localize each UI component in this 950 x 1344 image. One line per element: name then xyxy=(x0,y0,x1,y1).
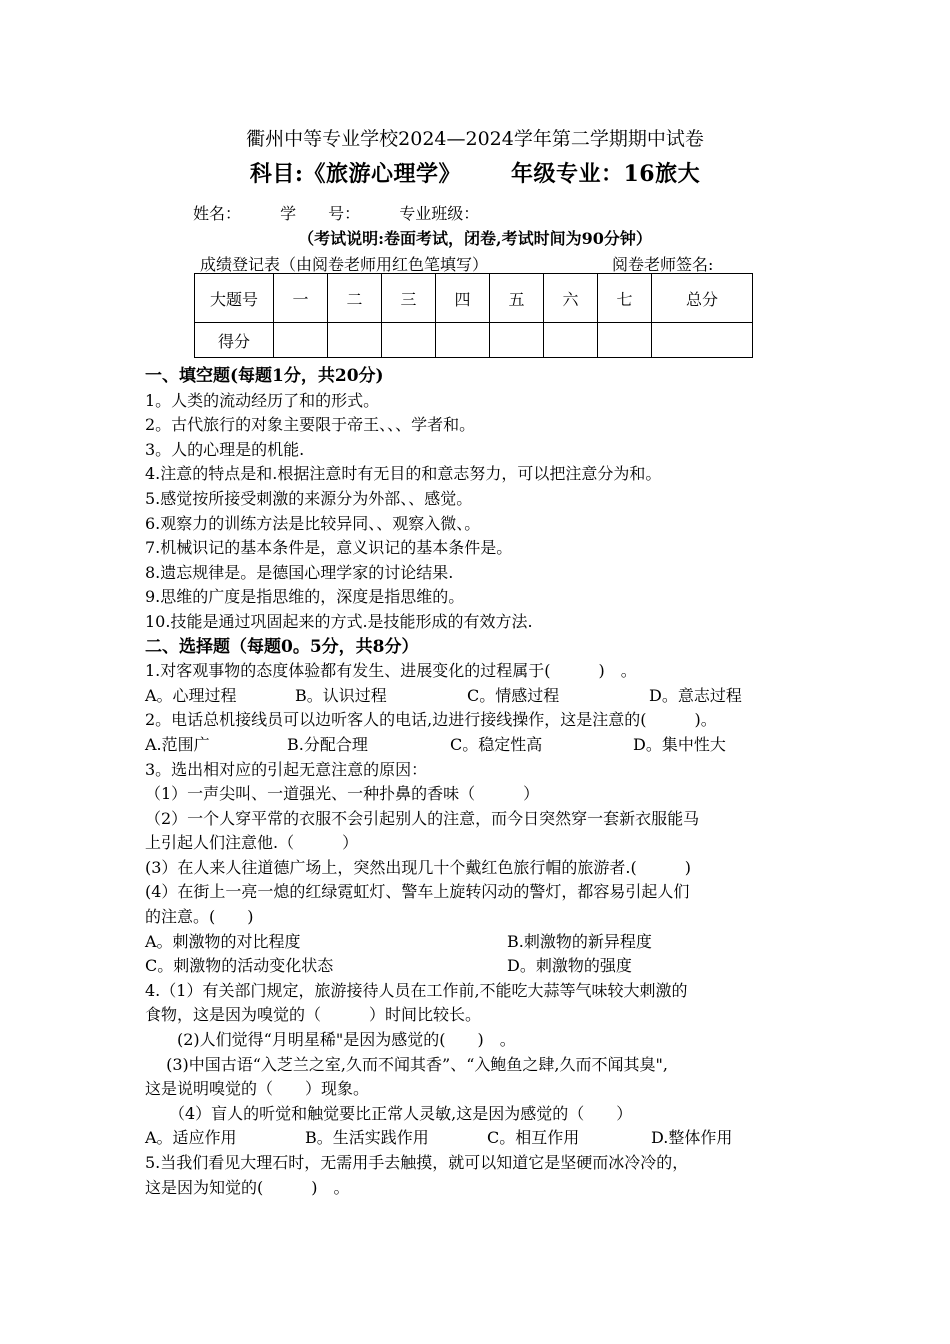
grader-signature-label: 阅卷老师签名: xyxy=(612,255,714,274)
choice-subquestion: 这是说明嗅觉的（ ）现象。 xyxy=(145,1079,370,1099)
exam-note: （考试说明:卷面考试，闭卷,考试时间为90分钟） xyxy=(298,229,652,248)
choice-subquestion: 4.（1）有关部门规定，旅游接待人员在工作前,不能吃大蒜等气味较大刺激的 xyxy=(145,980,688,1000)
choice-subquestion: (3)中国古语“入芝兰之室,久而不闻其香”、“入鲍鱼之肆,久而不闻其臭", xyxy=(145,1054,668,1074)
score-table-header: 大题号 xyxy=(195,274,274,323)
score-table-header: 七 xyxy=(598,274,652,323)
score-cell[interactable] xyxy=(382,323,436,358)
choice-question-2: 2。电话总机接线员可以边听客人的电话,边进行接线操作，这是注意的( )。 xyxy=(145,710,717,730)
choice-option: B。生活实践作用 xyxy=(305,1128,429,1148)
choice-option: D。意志过程 xyxy=(649,685,742,705)
choice-subquestion: 上引起人们注意他.（ ） xyxy=(145,833,359,853)
choice-question-5: 5.当我们看见大理石时，无需用手去触摸，就可以知道它是坚硬而冰冷冷的， xyxy=(145,1153,689,1172)
choice-question-1: 1.对客观事物的态度体验都有发生、进展变化的过程属于( ) 。 xyxy=(145,661,637,681)
subject-line xyxy=(0,157,950,188)
exam-body xyxy=(145,364,825,1200)
choice-options-4 xyxy=(145,1126,825,1151)
grade-label: 年级专业：16旅大 xyxy=(511,161,701,187)
choice-option: B。认识过程 xyxy=(295,685,387,705)
fill-blank-question: 5.感觉按所接受刺激的来源分为外部、、感觉。 xyxy=(145,488,473,508)
score-table-header: 二 xyxy=(328,274,382,323)
score-cell[interactable] xyxy=(490,323,544,358)
choice-subquestion: （4）盲人的听觉和触觉要比正常人灵敏,这是因为感觉的（ ） xyxy=(145,1103,633,1123)
fill-blank-question: 9.思维的广度是指思维的，深度是指思维的。 xyxy=(145,587,465,607)
fill-blank-question: 10.技能是通过巩固起来的方式.是技能形成的有效方法. xyxy=(145,611,533,631)
score-table-header: 三 xyxy=(382,274,436,323)
choice-option: A。刺激物的对比程度 xyxy=(145,931,301,951)
score-table xyxy=(194,273,753,358)
choice-option: A。适应作用 xyxy=(145,1128,237,1148)
fill-blank-question: 8.遗忘规律是。是德国心理学家的讨论结果. xyxy=(145,562,454,582)
score-table-header-row xyxy=(195,274,753,323)
score-cell[interactable] xyxy=(544,323,598,358)
fill-blank-question: 3。人的心理是的机能. xyxy=(145,439,305,459)
score-table-header: 六 xyxy=(544,274,598,323)
score-table-row xyxy=(195,323,753,358)
choice-subquestion: （1）一声尖叫、一道强光、一种扑鼻的香味（ ） xyxy=(145,784,540,804)
choice-option: D。刺激物的强度 xyxy=(507,956,632,976)
choice-subquestion: (2)人们觉得“月明星稀"是因为感觉的( ) 。 xyxy=(145,1030,516,1050)
fill-blank-question: 2。古代旅行的对象主要限于帝王、、、学者和。 xyxy=(145,415,476,435)
choice-question-5-cont: 这是因为知觉的( ) 。 xyxy=(145,1177,350,1197)
choice-option: A。心理过程 xyxy=(145,685,237,705)
score-row-label: 得分 xyxy=(195,323,274,358)
student-info-fields xyxy=(193,201,513,224)
fill-blank-question: 6.观察力的训练方法是比较异同、、观察入微、。 xyxy=(145,513,481,533)
choice-option: D.整体作用 xyxy=(651,1128,733,1148)
section1-heading: 一、填空题(每题1分，共20分) xyxy=(145,366,384,386)
section2-heading: 二、选择题（每题0。5分，共8分） xyxy=(145,636,419,657)
subject-label: 科目:《旅游心理学》 xyxy=(249,161,461,187)
choice-subquestion: (3）在人来人往道德广场上，突然出现几十个戴红色旅行帽的旅游者.( ) xyxy=(145,857,691,877)
choice-subquestion: 食物，这是因为嗅觉的（ ）时间比较长。 xyxy=(145,1005,482,1025)
name-field-label: 姓名： xyxy=(193,204,242,223)
score-register-label: 成绩登记表（由阅卷老师用红色笔填写） xyxy=(200,255,489,274)
score-table-header: 总分 xyxy=(652,274,753,323)
fill-blank-question: 1。人类的流动经历了和的形式。 xyxy=(145,390,380,410)
choice-option: C。情感过程 xyxy=(467,685,560,705)
choice-option: B.分配合理 xyxy=(287,734,368,754)
choice-option: D。集中性大 xyxy=(633,734,726,754)
choice-options-2 xyxy=(145,733,825,758)
score-cell[interactable] xyxy=(598,323,652,358)
choice-subquestion: （2）一个人穿平常的衣服不会引起别人的注意，而今日突然穿一套新衣服能马 xyxy=(145,808,700,828)
student-id-field-label: 学 号： xyxy=(280,204,361,223)
choice-options-3b xyxy=(145,954,825,979)
exam-title: 衢州中等专业学校2024—2024学年第二学期期中试卷 xyxy=(246,128,704,150)
class-field-label: 专业班级： xyxy=(399,204,480,223)
score-table-header: 一 xyxy=(274,274,328,323)
choice-option: C。相互作用 xyxy=(487,1128,580,1148)
choice-option: A.范围广 xyxy=(145,734,210,754)
choice-subquestion: 的注意。( ) xyxy=(145,907,254,927)
score-table-header: 四 xyxy=(436,274,490,323)
fill-blank-question: 7.机械识记的基本条件是，意义识记的基本条件是。 xyxy=(145,538,513,558)
choice-options-3a xyxy=(145,930,825,955)
choice-question-3: 3。选出相对应的引起无意注意的原因： xyxy=(145,759,428,779)
choice-option: C。刺激物的活动变化状态 xyxy=(145,956,334,976)
score-cell[interactable] xyxy=(436,323,490,358)
score-table-header: 五 xyxy=(490,274,544,323)
score-cell[interactable] xyxy=(328,323,382,358)
choice-options-1 xyxy=(145,684,825,709)
score-cell[interactable] xyxy=(652,323,753,358)
choice-option: B.刺激物的新异程度 xyxy=(507,931,652,951)
score-cell[interactable] xyxy=(274,323,328,358)
choice-option: C。稳定性高 xyxy=(450,734,543,754)
choice-subquestion: (4）在街上一亮一熄的红绿霓虹灯、警车上旋转闪动的警灯，都容易引起人们 xyxy=(145,882,690,902)
fill-blank-question: 4.注意的特点是和.根据注意时有无目的和意志努力，可以把注意分为和。 xyxy=(145,464,662,484)
